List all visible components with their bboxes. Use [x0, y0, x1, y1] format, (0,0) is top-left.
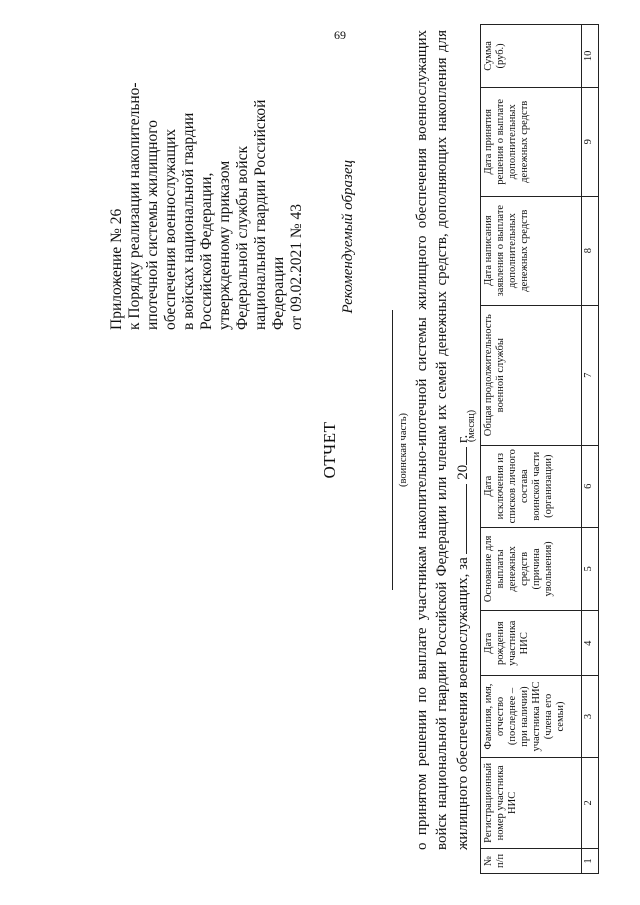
military-unit-caption: (воинская часть) — [398, 412, 409, 488]
table-header: Фамилия, имя, отчество (последнее – при наличии) участника НИС (члена его семьи) — [481, 676, 582, 758]
document-title: ОТЧЕТ — [320, 421, 339, 479]
appendix-line: национальной гвардии Российской — [252, 99, 269, 330]
table-header: Регистрационный номер участника НИС — [481, 757, 582, 848]
table-cell: 3 — [582, 676, 599, 758]
table-cell: 9 — [582, 87, 599, 196]
report-description — [412, 30, 473, 850]
appendix-line: Федеральной службы войск — [234, 146, 251, 330]
appendix-line: от 09.02.2021 № 43 — [288, 204, 305, 330]
table-header: Дата написания заявления о выплате дополнительных денежных средств — [481, 196, 582, 305]
table-header: Дата рождения участника НИС — [481, 611, 582, 676]
table-header: Дата исключения из списков личного состава воинской части (организации) — [481, 445, 582, 527]
appendix-line: Приложение № 26 — [108, 208, 125, 330]
table-header-row — [481, 25, 582, 874]
table-cell: 7 — [582, 305, 599, 445]
table-cell: 1 — [582, 848, 599, 873]
appendix-line: ипотечной системы жилищного — [144, 120, 161, 330]
year-suffix: г. — [455, 434, 471, 444]
table-cell: 4 — [582, 611, 599, 676]
year-blank — [452, 447, 467, 465]
table-header: Общая продолжительность военной службы — [481, 305, 582, 445]
table-header: Дата принятия решения о выплате дополнительных денежных средств — [481, 87, 582, 196]
page-number: 69 — [334, 28, 346, 42]
report-table — [480, 24, 599, 874]
table-cell: 10 — [582, 25, 599, 88]
table-header: Сумма (руб.) — [481, 25, 582, 88]
appendix-line: Федерации — [270, 256, 287, 330]
military-unit-line — [392, 310, 393, 590]
table-cell: 2 — [582, 757, 599, 848]
month-blank — [452, 484, 467, 554]
recommended-sample-note: Рекомендуемый образец — [340, 160, 356, 314]
table-number-row — [582, 25, 599, 874]
appendix-line: к Порядку реализации накопительно- — [126, 82, 143, 330]
table-cell: 5 — [582, 527, 599, 611]
table-cell: 8 — [582, 196, 599, 305]
appendix-block — [108, 80, 306, 330]
table-header: Основание для выплаты денежных средств (причина увольнения) — [481, 527, 582, 611]
table-cell: 6 — [582, 445, 599, 527]
year-prefix: 20 — [455, 464, 471, 480]
appendix-line: утвержденному приказом — [216, 160, 233, 330]
month-caption: (месяц) — [466, 409, 477, 442]
appendix-line: в войсках национальной гвардии — [180, 112, 197, 330]
report-description-text: о принятом решении по выплате участникам накопительно-ипотечной системы жилищного обеспечения военнослужащих войск национальной гвардии Российской Федерации или членам их семей денежных средств, дополняющих накопления для жилищного обеспечения военнослужащих, за — [414, 30, 471, 850]
appendix-line: обеспечения военнослужащих — [162, 128, 179, 330]
rotated-document-sheet — [20, 10, 620, 890]
table-header: № п/п — [481, 848, 582, 873]
appendix-line: Российской Федерации, — [198, 172, 215, 330]
